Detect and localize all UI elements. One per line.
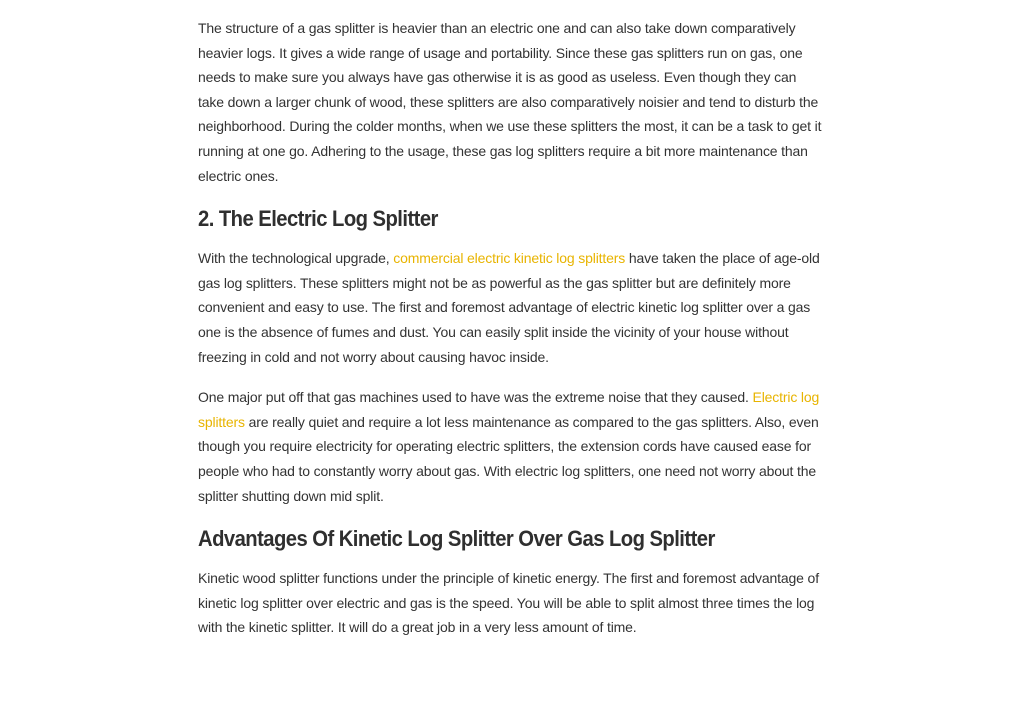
paragraph-text: are really quiet and require a lot less maintenance as compared to the gas splitters. Also, even though you require electricity for operating electric splitters, the extension cords have caused ease for people who had to constantly worry about gas. With electric log splitters, one need not worry about the splitter shutting down mid split. — [198, 413, 819, 504]
heading-electric-log-splitter: 2. The Electric Log Splitter — [198, 206, 438, 232]
link-electric-log-splitters[interactable]: Electric log splitters — [198, 389, 820, 430]
paragraph-text: One major put off that gas machines used to have was the extreme noise that they caused. — [198, 389, 753, 406]
paragraph-kinetic-splitter: Kinetic wood splitter functions under the principle of kinetic energy. The first and foremost advantage of kinetic log splitter over electric and gas is the speed. You will be able to split almost three times the log with the kinetic splitter. It will do a great job in a very less amount of time. — [198, 570, 819, 636]
paragraph-electric-splitter-1 — [198, 246, 822, 369]
article-body — [198, 16, 822, 656]
paragraph-text: With the technological upgrade, — [198, 250, 394, 267]
paragraph-electric-splitter-2 — [198, 385, 822, 508]
heading-advantages-kinetic: Advantages Of Kinetic Log Splitter Over Gas Log Splitter — [198, 526, 715, 552]
link-commercial-electric-kinetic-log-splitters[interactable]: commercial electric kinetic log splitters — [393, 250, 626, 267]
paragraph-gas-splitter: The structure of a gas splitter is heavier than an electric one and can also take down comparatively heavier logs. It gives a wide range of usage and portability. Since these gas splitters run on gas, one needs to make sure you always have gas otherwise it is as good as useless. Even though they can take down a larger chunk of wood, these splitters are also comparatively noisier and tend to disturb the neighborhood. During the colder months, when we use these splitters the most, it can be a task to get it running at one go. Adhering to the usage, these gas log splitters require a bit more maintenance than electric ones. — [198, 20, 822, 184]
paragraph-text: have taken the place of age-old gas log splitters. These splitters might not be as powerful as the gas splitter but are definitely more convenient and easy to use. The first and foremost advantage of electric kinetic log splitter over a gas one is the absence of fumes and dust. You can easily split inside the vicinity of your house without freezing in cold and not worry about causing havoc inside. — [198, 250, 820, 365]
